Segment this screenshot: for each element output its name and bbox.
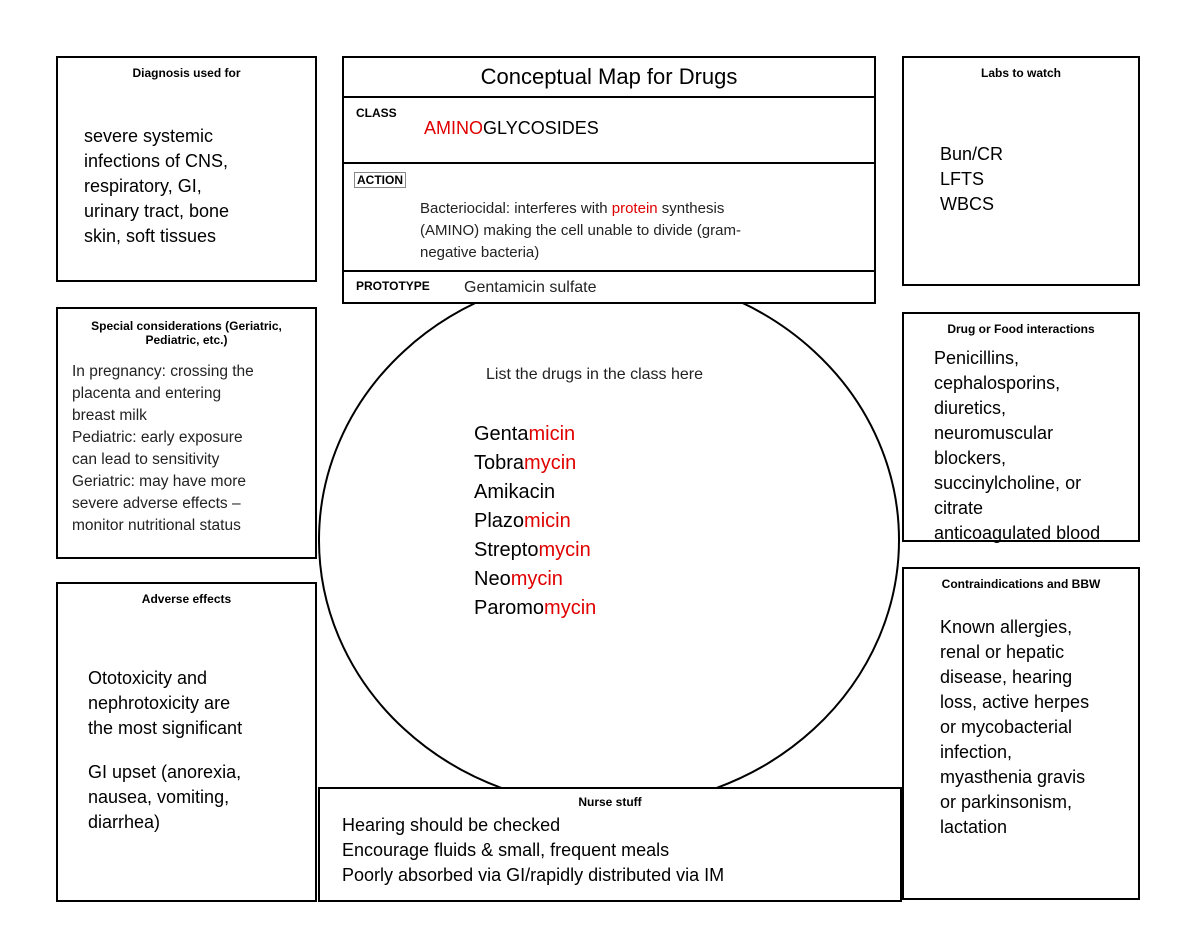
- action-line-2: (AMINO) making the cell unable to divide (gram-: [420, 222, 741, 239]
- diagnosis-line: infections of CNS,: [84, 151, 229, 171]
- special-line: Pediatric: early exposure: [72, 429, 243, 446]
- drug-item: Tobramycin: [474, 452, 577, 474]
- action-label: ACTION: [354, 172, 406, 188]
- drug-item: Amikacin: [474, 481, 556, 503]
- interactions-line: diuretics,: [934, 398, 1007, 418]
- contra-text: [940, 615, 1089, 840]
- title-box: [342, 56, 876, 98]
- nurse-text: [342, 813, 724, 888]
- special-header: Special considerations (Geriatric, Pediatric, etc.): [91, 319, 282, 347]
- contra-line: infection,: [940, 742, 1013, 762]
- special-line: monitor nutritional status: [72, 517, 241, 534]
- interactions-text: [934, 346, 1100, 546]
- class-label: CLASS: [356, 106, 397, 120]
- drug-item: Paromomycin: [474, 597, 597, 619]
- contra-line: Known allergies,: [940, 617, 1073, 637]
- adverse-line: nephrotoxicity are: [88, 693, 231, 713]
- contra-line: lactation: [940, 817, 1008, 837]
- interactions-line: cephalosporins,: [934, 373, 1061, 393]
- special-line: In pregnancy: crossing the: [72, 363, 254, 380]
- interactions-header: Drug or Food interactions: [947, 322, 1095, 336]
- labs-line: WBCS: [940, 194, 994, 214]
- drug-list: [474, 420, 596, 623]
- diagnosis-line: skin, soft tissues: [84, 226, 217, 246]
- drug-item: Neomycin: [474, 568, 563, 590]
- labs-line: LFTS: [940, 169, 985, 189]
- nurse-header: Nurse stuff: [578, 795, 642, 809]
- special-line: placenta and entering: [72, 385, 222, 402]
- contra-line: renal or hepatic: [940, 642, 1065, 662]
- adverse-text-1: [88, 666, 242, 741]
- labs-text: [940, 142, 1003, 217]
- class-value-rest: GLYCOSIDES: [483, 118, 599, 138]
- action-line-1: Bacteriocidal: interferes with protein synthesis: [420, 200, 725, 217]
- adverse-line: GI upset (anorexia,: [88, 762, 242, 782]
- contraindications-box: [902, 567, 1140, 900]
- diagnosis-line: urinary tract, bone: [84, 201, 230, 221]
- adverse-line: Ototoxicity and: [88, 668, 208, 688]
- interactions-line: citrate: [934, 498, 984, 518]
- special-line: Geriatric: may have more: [72, 473, 246, 490]
- nurse-box: [318, 787, 902, 902]
- interactions-line: neuromuscular: [934, 423, 1054, 443]
- contra-line: disease, hearing: [940, 667, 1073, 687]
- adverse-effects-box: [56, 582, 317, 902]
- diagnosis-text: [84, 124, 229, 249]
- adverse-line: diarrhea): [88, 812, 161, 832]
- prototype-box: [342, 270, 876, 304]
- contra-line: or parkinsonism,: [940, 792, 1073, 812]
- nurse-line: Poorly absorbed via GI/rapidly distributed via IM: [342, 865, 725, 885]
- diagnosis-line: severe systemic: [84, 126, 214, 146]
- drug-list-prompt: List the drugs in the class here: [486, 366, 704, 383]
- interactions-line: Penicillins,: [934, 348, 1020, 368]
- diagnosis-header: Diagnosis used for: [132, 66, 241, 80]
- labs-box: [902, 56, 1140, 286]
- diagnosis-line: respiratory, GI,: [84, 176, 202, 196]
- drug-item: Plazomicin: [474, 510, 571, 532]
- interactions-line: blockers,: [934, 448, 1007, 468]
- contra-line: myasthenia gravis: [940, 767, 1086, 787]
- action-box: [342, 162, 876, 272]
- prototype-value: Gentamicin sulfate: [464, 279, 597, 296]
- diagnosis-box: [56, 56, 317, 282]
- class-value-prefix: AMINO: [424, 118, 484, 138]
- nurse-line: Hearing should be checked: [342, 815, 561, 835]
- adverse-line: nausea, vomiting,: [88, 787, 230, 807]
- action-line-3: negative bacteria): [420, 244, 540, 261]
- prototype-label: PROTOTYPE: [356, 279, 430, 293]
- special-text: [72, 361, 254, 537]
- adverse-text-2: [88, 760, 241, 835]
- class-value: [424, 118, 599, 139]
- nurse-line: Encourage fluids & small, frequent meals: [342, 840, 670, 860]
- special-line: breast milk: [72, 407, 147, 424]
- labs-line: Bun/CR: [940, 144, 1004, 164]
- adverse-header: Adverse effects: [141, 592, 232, 606]
- class-box: [342, 96, 876, 164]
- drug-item: Streptomycin: [474, 539, 591, 561]
- interactions-box: [902, 312, 1140, 542]
- contra-line: or mycobacterial: [940, 717, 1073, 737]
- interactions-line: anticoagulated blood: [934, 523, 1101, 543]
- contra-line: loss, active herpes: [940, 692, 1090, 712]
- drug-item: Gentamicin: [474, 423, 576, 445]
- adverse-line: the most significant: [88, 718, 243, 738]
- interactions-line: succinylcholine, or: [934, 473, 1082, 493]
- action-text: [420, 198, 741, 264]
- page-title: Conceptual Map for Drugs: [480, 64, 738, 89]
- special-line: severe adverse effects –: [72, 495, 241, 512]
- contra-header: Contraindications and BBW: [941, 577, 1101, 591]
- special-line: can lead to sensitivity: [72, 451, 220, 468]
- labs-header: Labs to watch: [980, 66, 1061, 80]
- special-considerations-box: [56, 307, 317, 559]
